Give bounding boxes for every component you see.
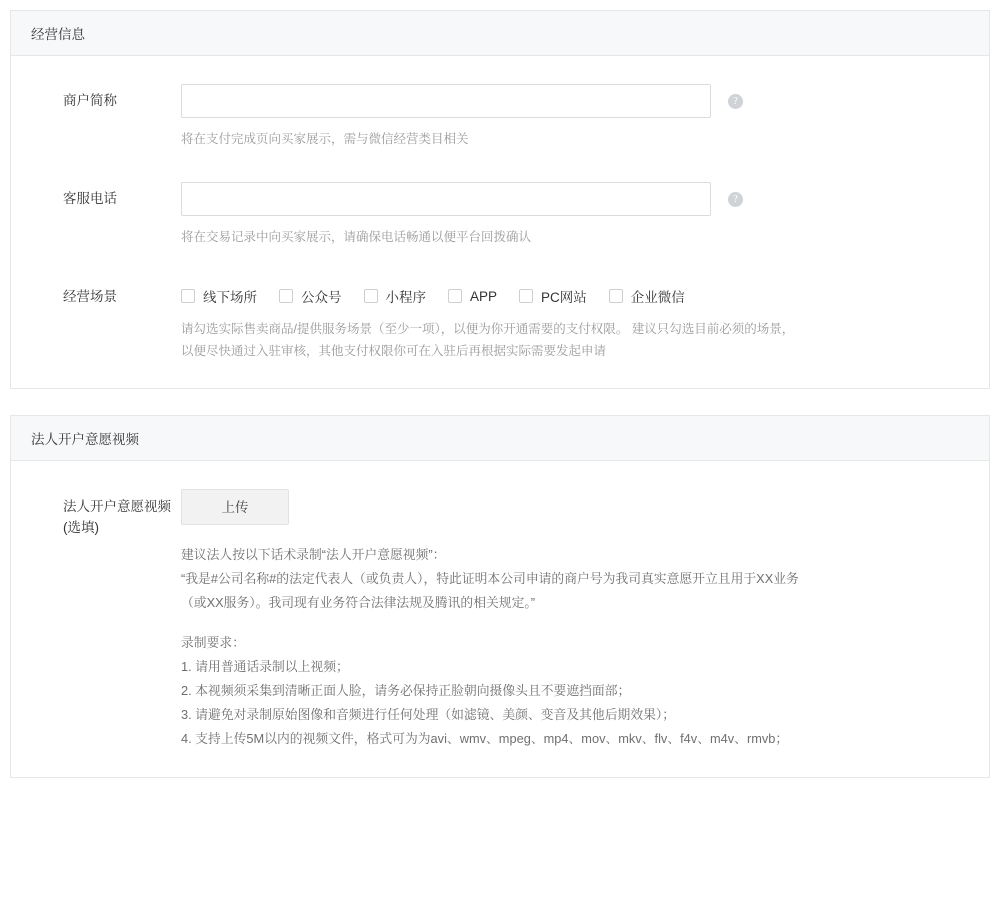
checkbox-label: PC网站 [541, 290, 587, 305]
legal-person-video-label-line-1: 法人开户意愿视频 [63, 499, 171, 514]
checkbox-official-account[interactable] [279, 286, 342, 306]
business-info-header [11, 11, 989, 56]
checkbox-mini-program[interactable] [364, 286, 427, 306]
checkbox-label: 企业微信 [630, 290, 685, 305]
business-scene-field [181, 280, 969, 362]
checkbox-enterprise-wechat[interactable] [609, 286, 685, 306]
checkbox-box-icon[interactable] [519, 289, 533, 303]
short-name-row [31, 84, 969, 150]
video-desc-line-1: 建议法人按以下话术录制“法人开户意愿视频”： [181, 547, 446, 562]
business-scene-row [31, 280, 969, 362]
business-scene-hint-line-2: 以便尽快通过入驻审核，其他支付权限你可在入驻后再根据实际需要发起申请 [181, 344, 607, 358]
legal-person-video-label-line-2: (选填) [63, 520, 99, 535]
spacer-1 [31, 156, 969, 182]
business-info-title: 经营信息 [31, 27, 85, 42]
checkbox-label: 线下场所 [203, 290, 257, 305]
service-phone-field [181, 182, 969, 248]
checkbox-box-icon[interactable] [609, 289, 623, 303]
legal-person-video-title: 法人开户意愿视频 [31, 432, 139, 447]
service-phone-input[interactable] [181, 182, 711, 216]
video-requirement-1: 1. 请用普通话录制以上视频； [181, 659, 349, 674]
question-mark-icon[interactable]: ? [728, 192, 743, 207]
service-phone-hint: 将在交易记录中向买家展示，请确保电话畅通以便平台回拨确认 [181, 230, 532, 244]
business-scene-hint-line-1: 请勾选实际售卖商品/提供服务场景（至少一项），以便为你开通需要的支付权限。 建议只勾选目前必须的场景， [181, 322, 795, 336]
video-requirement-2: 2. 本视频须采集到清晰正面人脸，请务必保持正脸朝向摄像头且不要遮挡面部； [181, 683, 631, 698]
desc-spacer [181, 615, 941, 631]
checkbox-label: 公众号 [301, 290, 342, 305]
business-info-body [11, 56, 989, 388]
video-description [181, 543, 941, 751]
checkbox-label: APP [470, 288, 498, 304]
legal-person-video-header [11, 416, 989, 461]
checkbox-box-icon[interactable] [364, 289, 378, 303]
upload-button[interactable]: 上传 [181, 489, 289, 525]
business-info-card [10, 10, 990, 389]
legal-person-video-label [31, 489, 181, 538]
video-desc-line-2: “我是#公司名称#的法定代表人（或负责人），特此证明本公司申请的商户号为我司真实意愿开立且用于XX业务 [181, 571, 799, 586]
checkbox-offline-venue[interactable] [181, 286, 257, 306]
short-name-input[interactable] [181, 84, 711, 118]
question-mark-icon[interactable]: ? [728, 94, 743, 109]
business-scene-checkbox-group [181, 280, 969, 306]
short-name-field [181, 84, 969, 150]
short-name-label: 商户简称 [63, 93, 117, 108]
checkbox-box-icon[interactable] [181, 289, 195, 303]
service-phone-row [31, 182, 969, 248]
video-requirements-title: 录制要求： [181, 635, 245, 650]
business-scene-label: 经营场景 [63, 289, 117, 304]
checkbox-box-icon[interactable] [279, 289, 293, 303]
legal-person-video-row [31, 489, 969, 751]
video-desc-line-3: （或XX服务）。我司现有业务符合法律法规及腾讯的相关规定。” [181, 595, 536, 610]
legal-person-video-body [11, 461, 989, 777]
checkbox-label: 小程序 [385, 290, 426, 305]
legal-person-video-card [10, 415, 990, 778]
business-scene-hint [181, 318, 926, 362]
service-phone-label: 客服电话 [63, 191, 117, 206]
spacer-2 [31, 254, 969, 280]
short-name-input-line [181, 84, 969, 118]
video-requirement-3: 3. 请避免对录制原始图像和音频进行任何处理（如滤镜、美颜、变音及其他后期效果）； [181, 707, 676, 722]
video-requirement-4: 4. 支持上传5M以内的视频文件，格式可为为avi、wmv、mpeg、mp4、mov、mkv、flv、f4v、m4v、rmvb； [181, 731, 789, 746]
legal-person-video-field [181, 489, 969, 751]
checkbox-box-icon[interactable] [448, 289, 462, 303]
checkbox-pc-website[interactable] [519, 286, 587, 306]
service-phone-input-line [181, 182, 969, 216]
checkbox-app[interactable] [448, 289, 497, 304]
short-name-hint: 将在支付完成页向买家展示，需与微信经营类目相关 [181, 132, 469, 146]
